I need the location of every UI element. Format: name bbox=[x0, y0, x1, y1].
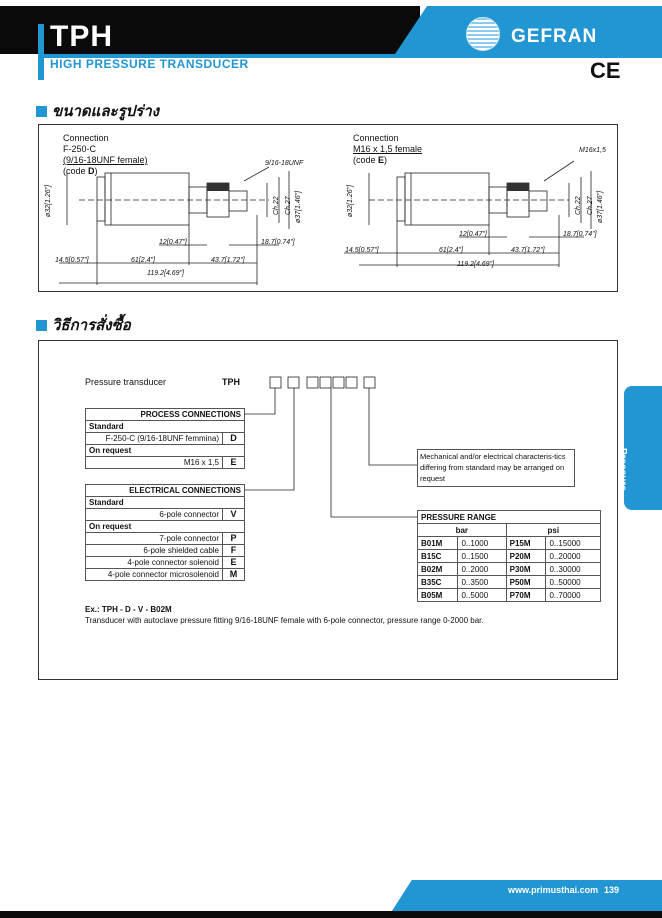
process-standard-label: Standard bbox=[86, 421, 245, 433]
process-connections-table bbox=[85, 408, 245, 469]
psi-column-header: psi bbox=[506, 524, 600, 537]
right-dim-diameter-32: ø32[1.26"] bbox=[347, 184, 354, 217]
right-connection-label: Connection bbox=[353, 133, 399, 143]
right-dim-43-7: 43.7[1.72"] bbox=[511, 247, 545, 254]
right-housing-body bbox=[405, 173, 489, 225]
table-row: B02M 0..2000 P30M 0..30000 bbox=[418, 563, 601, 576]
bullet-square-icon bbox=[36, 106, 47, 117]
side-tab-label: Pressure Transmitter bbox=[606, 448, 628, 503]
right-housing-cap bbox=[397, 177, 405, 221]
code-box-range-4 bbox=[346, 377, 357, 388]
process-request-code: E bbox=[223, 457, 245, 469]
table-row: B01M 0..1000 P15M 0..15000 bbox=[418, 537, 601, 550]
electrical-standard-item: 6-pole connector bbox=[86, 509, 223, 521]
left-dim-12: 12[0.47"] bbox=[159, 239, 187, 246]
left-dim-ch27: Ch.27 bbox=[285, 196, 292, 215]
process-standard-code: D bbox=[223, 433, 245, 445]
left-dim-43-7: 43.7[1.72"] bbox=[211, 257, 245, 264]
right-dim-ch22: Ch.22 bbox=[575, 196, 582, 215]
footer-dark-band bbox=[0, 911, 662, 918]
dimension-drawings bbox=[39, 125, 619, 293]
product-label: Pressure transducer bbox=[85, 377, 167, 387]
code-box-electrical bbox=[288, 377, 299, 388]
ce-mark-icon: CE bbox=[590, 58, 621, 83]
code-box-special bbox=[364, 377, 375, 388]
electrical-standard-label: Standard bbox=[86, 497, 245, 509]
left-dim-119-2: 119.2[4.69"] bbox=[147, 270, 184, 277]
code-box-range-3 bbox=[333, 377, 344, 388]
pressure-range-table bbox=[417, 510, 601, 602]
right-dim-14-5: 14.5[0.57"] bbox=[345, 247, 379, 254]
left-dim-18-7: 18.7[0.74"] bbox=[261, 239, 295, 246]
code-box-range-1 bbox=[307, 377, 318, 388]
dimension-drawings-box bbox=[38, 124, 618, 292]
electrical-request-label: On request bbox=[86, 521, 245, 533]
page-number: 139 bbox=[604, 885, 620, 895]
process-title: PROCESS CONNECTIONS bbox=[86, 409, 245, 421]
bullet-square-icon bbox=[36, 320, 47, 331]
table-row: B15C 0..1500 P20M 0..20000 bbox=[418, 550, 601, 563]
process-request-label: On request bbox=[86, 445, 245, 457]
code-box-process bbox=[270, 377, 281, 388]
right-fitting-label: M16 x 1,5 female bbox=[353, 144, 423, 154]
left-connection-label: Connection bbox=[63, 133, 109, 143]
left-code-label: (code D) bbox=[63, 166, 98, 176]
right-dim-ch27: Ch.27 bbox=[587, 196, 594, 215]
ordering-code-box bbox=[38, 340, 618, 680]
brand-logo-text: GEFRAN bbox=[511, 26, 598, 47]
example-code: Ex.: TPH - D - V - B02M bbox=[85, 605, 172, 614]
left-dim-diameter-37: ø37[1.46"] bbox=[295, 190, 302, 223]
left-dim-ch22: Ch.22 bbox=[273, 196, 280, 215]
electrical-connections-table bbox=[85, 484, 245, 581]
left-thread-callout: 9/16-18UNF bbox=[265, 160, 304, 167]
ordering-heading: วิธีการสั่งซื้อ bbox=[36, 313, 131, 337]
left-housing-body bbox=[105, 173, 189, 225]
product-code: TPH bbox=[222, 377, 240, 387]
pressure-range-title: PRESSURE RANGE bbox=[418, 511, 601, 524]
right-thread-callout: M16x1,5 bbox=[579, 147, 606, 154]
right-dim-18-7: 18.7[0.74"] bbox=[563, 231, 597, 238]
left-fitting-tip bbox=[229, 191, 247, 211]
table-row: 4-pole connector solenoid E bbox=[86, 557, 245, 569]
dimensions-heading: ขนาดและรูปร่าง bbox=[36, 99, 159, 123]
product-title: TPH bbox=[50, 20, 113, 53]
page-header bbox=[0, 0, 662, 83]
right-dim-diameter-37: ø37[1.46"] bbox=[597, 190, 604, 223]
code-box-range-2 bbox=[320, 377, 331, 388]
side-tab-pressure-transmitter[interactable] bbox=[606, 386, 662, 510]
left-thread-label: (9/16-18UNF female) bbox=[63, 155, 148, 165]
right-dim-12: 12[0.47"] bbox=[459, 231, 487, 238]
table-row: B05M 0..5000 P70M 0..70000 bbox=[418, 589, 601, 602]
electrical-title: ELECTRICAL CONNECTIONS bbox=[86, 485, 245, 497]
table-row: 6-pole shielded cable F bbox=[86, 545, 245, 557]
gefran-logo-icon bbox=[466, 17, 500, 51]
left-hex-shade bbox=[207, 183, 229, 191]
process-request-item: M16 x 1,5 bbox=[86, 457, 223, 469]
right-code-label: (code E) bbox=[353, 155, 388, 165]
right-dim-119-2: 119.2[4.69"] bbox=[457, 261, 494, 268]
title-accent-bar bbox=[38, 24, 44, 80]
example-description: Transducer with autoclave pressure fitting 9/16-18UNF female with 6-pole connector, pressure range 0-2000 bar. bbox=[85, 616, 484, 625]
footer-url-link[interactable]: www.primusthai.com bbox=[508, 885, 599, 895]
left-dim-61: 61[2.4"] bbox=[131, 257, 155, 264]
bar-column-header: bar bbox=[418, 524, 507, 537]
custom-options-note: Mechanical and/or electrical characteris-tics differing from standard may be arranged on request bbox=[417, 449, 575, 487]
left-housing-cap bbox=[97, 177, 105, 221]
table-row: 4-pole connector microsolenoid M bbox=[86, 569, 245, 581]
left-dim-diameter-32: ø32[1.26"] bbox=[45, 184, 52, 217]
left-fitting-label: F-250-C bbox=[63, 144, 97, 154]
right-fitting-tip bbox=[529, 191, 547, 211]
product-subtitle: HIGH PRESSURE TRANSDUCER bbox=[50, 57, 249, 71]
right-dim-61: 61[2.4"] bbox=[439, 247, 463, 254]
process-standard-item: F-250-C (9/16-18UNF femmina) bbox=[86, 433, 223, 445]
left-dim-14-5: 14.5[0.57"] bbox=[55, 257, 89, 264]
electrical-standard-code: V bbox=[223, 509, 245, 521]
table-row: B35C 0..3500 P50M 0..50000 bbox=[418, 576, 601, 589]
right-hex-shade bbox=[507, 183, 529, 191]
table-row: 7-pole connector P bbox=[86, 533, 245, 545]
